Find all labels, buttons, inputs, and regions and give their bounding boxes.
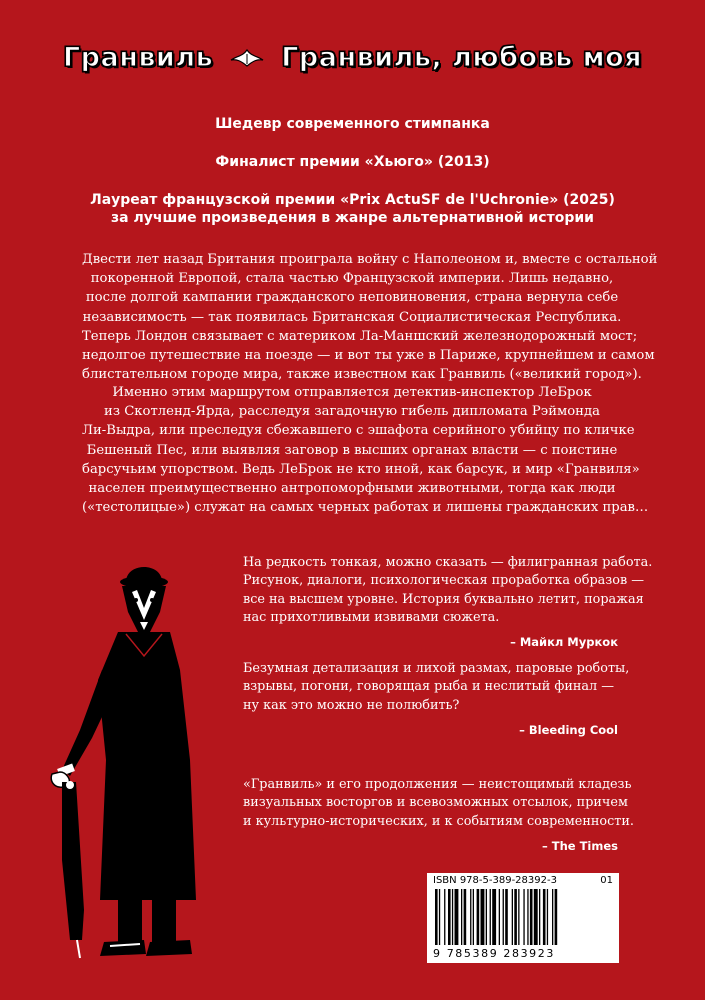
review-author: – Майкл Муркок	[510, 635, 618, 650]
synopsis-line: Ли-Выдра, или преследуя сбежавшего с эшафота серийного убийцу по кличке	[82, 423, 635, 439]
isbn-barcode	[427, 873, 619, 963]
review-line: На редкость тонкая, можно сказать — филигранная работа.	[243, 555, 653, 570]
accolade-actusf: Лауреат французской премии «Prix ActuSF de l'Uchronie» (2025)	[90, 192, 615, 208]
synopsis-line: независимость — так появилась Британская Социалистическая Республика.	[82, 309, 622, 325]
review-moorcock	[243, 554, 653, 651]
barcode-bars-icon	[433, 889, 613, 945]
synopsis-line: из Скотленд-Ярда, расследуя загадочную гибель дипломата Рэймонда	[104, 404, 600, 420]
isbn-number: ISBN 978-5-389-28392-3	[433, 875, 557, 886]
accolade-hugo: Финалист премии «Хьюго» (2013)	[215, 154, 490, 170]
review-line: взрывы, погони, говорящая рыба и неслитый финал —	[243, 679, 615, 695]
review-the-times	[243, 776, 634, 855]
synopsis-line: населен преимущественно антропоморфными животными, тогда как люди	[88, 481, 616, 497]
review-line: Безумная детализация и лихой размах, паровые роботы,	[243, 661, 630, 676]
accolade-steampunk: Шедевр современного стимпанка	[215, 116, 490, 132]
review-author: – The Times	[541, 838, 618, 853]
synopsis-line: («тестолицые») служат на самых черных работах и лишены гражданских прав…	[82, 500, 649, 516]
synopsis-line: покоренной Европой, стала частью Французской империи. Лишь недавно,	[90, 271, 614, 287]
accolades	[0, 115, 705, 227]
review-line: нас прихотливыми извивами сюжета.	[243, 609, 500, 625]
fleuron-ornament-icon	[227, 46, 267, 70]
synopsis-paragraph-2	[82, 383, 649, 517]
review-bleeding-cool	[243, 660, 630, 739]
review-author: – Bleeding Cool	[519, 722, 618, 737]
title-right: Гранвиль, любовь моя	[281, 42, 643, 73]
synopsis-line: Именно этим маршрутом отправляется детектив-инспектор ЛеБрок	[112, 385, 592, 400]
review-line: «Гранвиль» и его продолжения — неистощимый кладезь	[243, 777, 632, 792]
review-line: визуальных восторгов и всевозможных отсылок, причем	[243, 795, 628, 811]
synopsis-line: после долгой кампании гражданского неповиновения, страна вернула себе	[85, 290, 619, 306]
synopsis-line: барсучьим упорством. Ведь ЛеБрок не кто иной, как барсук, и мир «Гранвиля»	[82, 461, 640, 477]
review-line: ну как это можно не полюбить?	[243, 697, 460, 713]
accolade-actusf-detail: за лучшие произведения в жанре альтернативной истории	[111, 210, 594, 226]
review-line: все на высшем уровне. История буквально летит, поражая	[243, 591, 644, 607]
isbn-addon: 01	[600, 875, 613, 886]
review-line: и культурно-исторических, и к событиям современности.	[243, 813, 634, 829]
badger-detective-illustration	[40, 560, 215, 965]
synopsis-line: Двести лет назад Британия проиграла войну с Наполеоном и, вместе с остальной	[82, 252, 658, 267]
barcode-digits: 9 785389 283923	[433, 947, 555, 960]
review-line: Рисунок, диалоги, психологическая проработка образов —	[243, 573, 645, 589]
synopsis-line: блистательном городе мира, также известном как Гранвиль («великий город»).	[82, 367, 642, 383]
synopsis-line: Теперь Лондон связывает с материком Ла-Маншский железнодорожный мост;	[82, 328, 638, 344]
synopsis-line: Бешеный Пес, или выявляя заговор в высших органах власти — с поистине	[86, 442, 618, 458]
isbn-row	[427, 873, 619, 886]
title-row	[0, 42, 705, 73]
synopsis-line: недолгое путешествие на поезде — и вот ты уже в Париже, крупнейшем и самом	[82, 348, 655, 364]
title-left: Гранвиль	[62, 42, 214, 73]
synopsis-paragraph-1	[82, 250, 658, 384]
